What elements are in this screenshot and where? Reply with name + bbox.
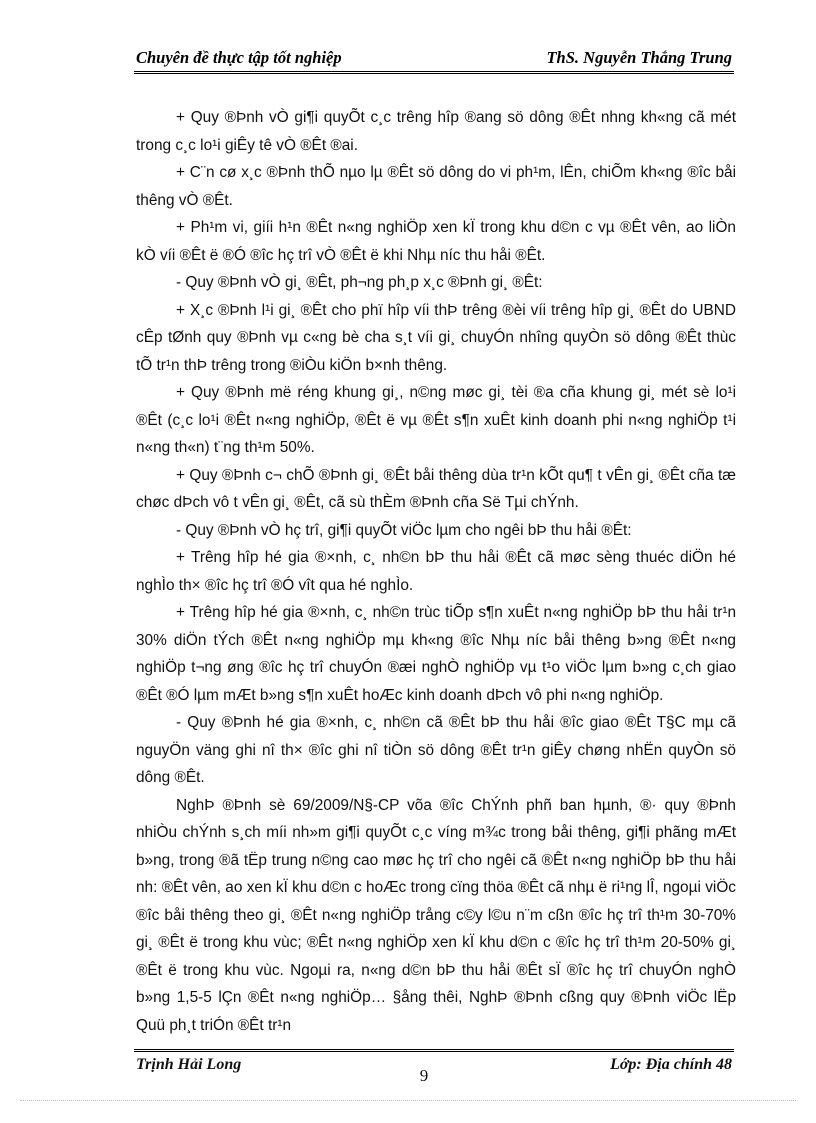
- paragraph: + Quy ®Þnh më réng khung gi¸, n©ng møc gi¸ tèi ®a cña khung gi¸ mét sè lo¹i ®Êt (c¸c lo¹i ®Êt n«ng nghiÖp, ®Êt ë vµ ®Êt s¶n xuÊt kinh doanh phi n«ng nghiÖp t¹i n«ng th«n) t¨ng th¹m 50%.: [136, 384, 736, 456]
- paragraph: + Quy ®Þnh c¬ chÕ ®Þnh gi¸ ®Êt båi thêng dùa tr¹n kÕt qu¶ t vÊn gi¸ ®Êt cña tæ chøc dÞch vô t vÊn gi¸ ®Êt, cã sù thÈm ®Þnh cña Së Tµi chÝnh.: [136, 466, 736, 511]
- paragraph: + Ph¹m vi, giíi h¹n ®Êt n«ng nghiÖp xen kÏ trong khu d©n c vµ ®Êt vên, ao liÒn kÒ víi ®Êt ë ®Ó ®îc hç trî vÒ ®Êt ë khi Nhµ níc thu håi ®Êt.: [136, 219, 736, 264]
- header-title: Chuyên đề thực tập tốt nghiệp: [136, 48, 342, 67]
- paragraph: - Quy ®Þnh vÒ hç trî, gi¶i quyÕt viÖc lµm cho ngêi bÞ thu håi ®Êt:: [176, 521, 632, 539]
- header-author: ThS. Nguyễn Thắng Trung: [546, 48, 732, 67]
- page-header: [136, 48, 732, 70]
- paragraph: + C¨n cø x¸c ®Þnh thÕ nµo lµ ®Êt sö dông do vi ph¹m, lÊn, chiÕm kh«ng ®îc båi thêng vÒ ®Êt.: [136, 164, 736, 209]
- page-number: 9: [419, 1066, 429, 1085]
- footer-author: Trịnh Hải Long: [136, 1056, 242, 1073]
- header-rule: [134, 71, 734, 74]
- paragraph: + Trêng hîp hé gia ®×nh, c¸ nh©n bÞ thu håi ®Êt cã møc sèng thuéc diÖn hé nghÌo th× ®îc hç trî ®Ó vît qua hé nghÌo.: [136, 549, 736, 594]
- page-boundary: [20, 1100, 796, 1101]
- paragraph: + Quy ®Þnh vÒ gi¶i quyÕt c¸c trêng hîp ®ang sö dông ®Êt nhng kh«ng cã mét trong c¸c lo¹i giÊy tê vÒ ®Êt ®ai.: [136, 109, 736, 154]
- paragraph: + X¸c ®Þnh l¹i gi¸ ®Êt cho phï hîp víi thÞ trêng ®èi víi trêng hîp gi¸ ®Êt do UBND cÊp tØnh quy ®Þnh vµ c«ng bè cha s¸t víi gi¸ chuyÓn nhîng quyÒn sö dông ®Êt thùc tÕ tr¹n thÞ trêng trong ®iÒu kiÖn b×nh thêng.: [136, 301, 736, 374]
- footer-rule: [134, 1049, 734, 1052]
- paragraph: - Quy ®Þnh vÒ gi¸ ®Êt, ph¬ng ph¸p x¸c ®Þnh gi¸ ®Êt:: [176, 274, 543, 291]
- body-text: [136, 104, 736, 1039]
- paragraph: - Quy ®Þnh hé gia ®×nh, c¸ nh©n cã ®Êt bÞ thu håi ®îc giao ®Êt T§C mµ cã nguyÖn väng ghi nî th× ®îc ghi nî tiÒn sö dông ®Êt tr¹n giÊy chøng nhËn quyÒn sö dông ®Êt.: [136, 714, 736, 786]
- paragraph: + Trêng hîp hé gia ®×nh, c¸ nh©n trùc tiÕp s¶n xuÊt n«ng nghiÖp bÞ thu håi tr¹n 30% diÖn tÝch ®Êt n«ng nghiÖp mµ kh«ng ®îc Nhµ níc båi thêng b»ng ®Êt n«ng nghiÖp t¬ng øng ®îc hç trî chuyÓn ®æi nghÒ nghiÖp vµ t¹o viÖc lµm b»ng c¸ch giao ®Êt ®Ó lµm mÆt b»ng s¶n xuÊt hoÆc kinh doanh dÞch vô phi n«ng nghiÖp.: [136, 604, 736, 704]
- paragraph: NghÞ ®Þnh sè 69/2009/N§-CP võa ®îc ChÝnh phñ ban hµnh, ®· quy ®Þnh nhiÒu chÝnh s¸ch míi nh»m gi¶i quyÕt c¸c víng m¾c trong båi thêng, gi¶i phãng mÆt b»ng, trong ®ã tËp trung n©ng cao møc hç trî cho ngêi cã ®Êt n«ng nghiÖp bÞ thu håi nh: ®Êt vên, ao xen kÏ khu d©n c hoÆc trong cïng thöa ®Êt cã nhµ ë ri¹ng lÎ, ngoµi viÖc ®îc båi thêng theo gi¸ ®Êt n«ng nghiÖp trång c©y l©u n¨m cßn ®îc hç trî th¹m 30-70% gi¸ ®Êt ë trong khu vùc; ®Êt n«ng nghiÖp xen kÏ khu d©n c ®îc hç trî th¹m 20-50% gi¸ ®Êt ë trong khu vùc. Ngoµi ra, n«ng d©n bÞ thu håi ®Êt sÏ ®îc hç trî chuyÓn nghÒ b»ng 1,5-5 lÇn ®Êt n«ng nghiÖp… §ång thêi, NghÞ ®Þnh cßng quy ®Þnh viÖc lËp Quü ph¸t triÓn ®Êt tr¹n: [136, 796, 736, 1034]
- footer-class: Lớp: Địa chính 48: [610, 1056, 732, 1073]
